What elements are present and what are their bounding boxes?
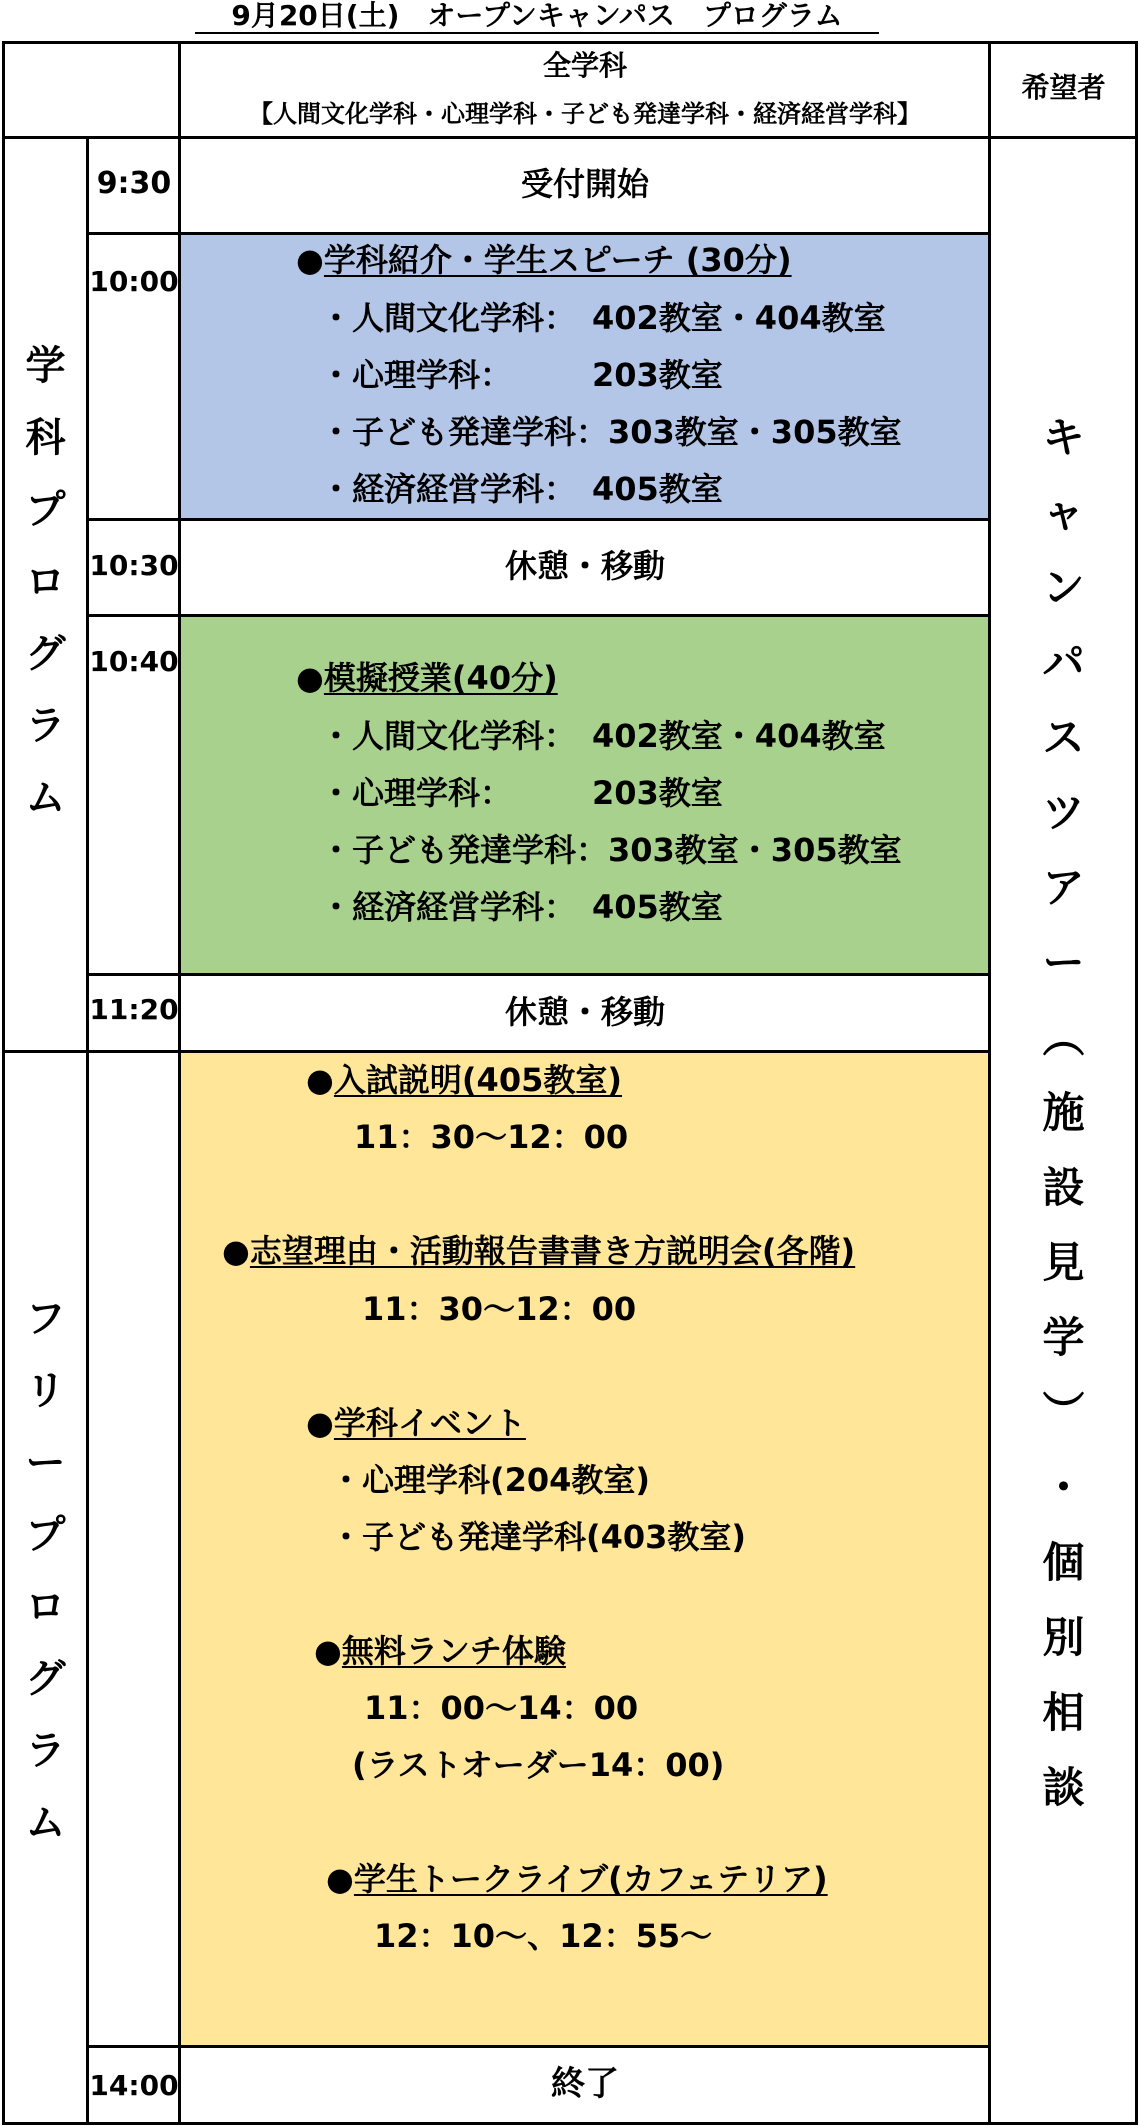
grid-line [2,1050,990,1053]
vlabel-char: ム [25,1800,66,1846]
vlabel-char: プ [25,1512,66,1558]
free-program-label [5,1283,86,1859]
grid-line [86,137,89,2125]
time-0930: 9:30 [96,166,172,201]
time-1000: 10:00 [89,265,179,298]
exam-heading-text: 入試説明(405教室) [333,1061,622,1099]
vlabel-char: ロ [25,559,66,605]
time-1030: 10:30 [89,549,179,582]
intro-line: ・子ども発達学科：303教室・305教室 [320,413,902,451]
intro-line: ・経済経営学科： 405教室 [320,470,723,508]
vlabel-char: フ [25,1296,66,1342]
vlabel-char: 個 [1042,1538,1085,1587]
time-1120: 11:20 [89,993,179,1026]
vlabel-char: ロ [25,1584,66,1630]
vlabel-char: 談 [1042,1763,1085,1812]
vlabel-char: リ [25,1368,66,1414]
event-heading-text: 学科イベント [333,1404,526,1442]
mock-line: ・人間文化学科： 402教室・404教室 [320,717,886,755]
vlabel-char: ー [25,1440,66,1486]
grid-line [86,973,990,976]
all-departments-header: 全学科 [542,49,627,82]
vlabel-char: ム [25,775,66,821]
mock-heading: ●模擬授業(40分) [296,659,558,697]
essay-time: 11：30〜12：00 [362,1290,637,1328]
end-label: 終了 [551,2064,619,2104]
grid-line [86,518,990,521]
vlabel-char: キ [1042,413,1085,462]
vlabel-char: 学 [25,343,66,389]
departments-list-header: 【人間文化学科・心理学科・子ども発達学科・経済経営学科】 [249,100,921,128]
lunch-time: 11：00〜14：00 [364,1689,639,1727]
vlabel-char: ツ [1042,788,1085,837]
vlabel-char: グ [25,1656,66,1702]
lunch-heading-text: 無料ランチ体験 [341,1632,566,1670]
essay-heading-text: 志望理由・活動報告書書き方説明会(各階) [249,1232,856,1270]
vlabel-char: 設 [1042,1163,1085,1212]
event-line: ・心理学科(204教室) [330,1461,651,1499]
vlabel-char: ︶ [1042,1388,1085,1437]
talk-heading: ●学生トークライブ(カフェテリア) [326,1860,828,1898]
grid-line [2,136,1138,139]
grid-line [86,232,990,235]
lunch-heading: ●無料ランチ体験 [314,1632,566,1670]
vlabel-char: ア [1042,863,1085,912]
vlabel-char: ー [1042,938,1085,987]
vlabel-char: パ [1042,638,1085,687]
mock-line: ・経済経営学科： 405教室 [320,888,723,926]
break-2: 休憩・移動 [504,993,665,1031]
talk-time: 12：10〜、12：55〜 [374,1917,713,1955]
talk-heading-text: 学生トークライブ(カフェテリア) [353,1860,828,1898]
vlabel-char: ャ [1042,488,1085,537]
vlabel-char: 施 [1042,1088,1085,1137]
vlabel-char: グ [25,631,66,677]
intro-heading-text: 学科紹介・学生スピーチ (30分) [323,241,792,279]
vlabel-char: ラ [25,1728,66,1774]
vlabel-char: 相 [1042,1688,1085,1737]
reception-start: 受付開始 [520,165,649,203]
exam-time: 11：30〜12：00 [354,1118,629,1156]
event-line: ・子ども発達学科(403教室) [330,1518,747,1556]
intro-line: ・人間文化学科： 402教室・404教室 [320,299,886,337]
time-1400: 14:00 [89,2069,179,2102]
event-heading: ●学科イベント [306,1404,526,1442]
grid-line [86,614,990,617]
intro-line: ・心理学科： 203教室 [320,356,723,394]
mock-heading-text: 模擬授業(40分) [323,659,558,697]
grid-line [86,2045,990,2048]
essay-heading: ●志望理由・活動報告書書き方説明会(各階) [222,1232,856,1270]
applicants-header: 希望者 [1021,71,1106,104]
mock-line: ・子ども発達学科：303教室・305教室 [320,831,902,869]
vlabel-char: ラ [25,703,66,749]
vlabel-char: ︵ [1042,1013,1085,1062]
vlabel-char: 科 [25,415,66,461]
mock-line: ・心理学科： 203教室 [320,774,723,812]
vlabel-char: 学 [1042,1313,1085,1362]
vlabel-char: ス [1042,713,1085,762]
lunch-note: (ラストオーダー14：00) [352,1746,725,1784]
dept-program-label [5,330,86,834]
grid-line [178,41,181,2125]
break-1: 休憩・移動 [504,547,665,585]
vlabel-char: プ [25,487,66,533]
exam-heading: ●入試説明(405教室) [306,1061,622,1099]
time-1040: 10:40 [89,645,179,678]
vlabel-char: 別 [1042,1613,1085,1662]
campus-tour-label [991,400,1136,1825]
vlabel-char: 見 [1042,1238,1085,1287]
page-title: 9月20日(土) オープンキャンパス プログラム [195,0,879,34]
vlabel-char: ン [1042,563,1085,612]
intro-heading: ●学科紹介・学生スピーチ (30分) [296,241,792,279]
vlabel-char: ・ [1042,1463,1085,1512]
